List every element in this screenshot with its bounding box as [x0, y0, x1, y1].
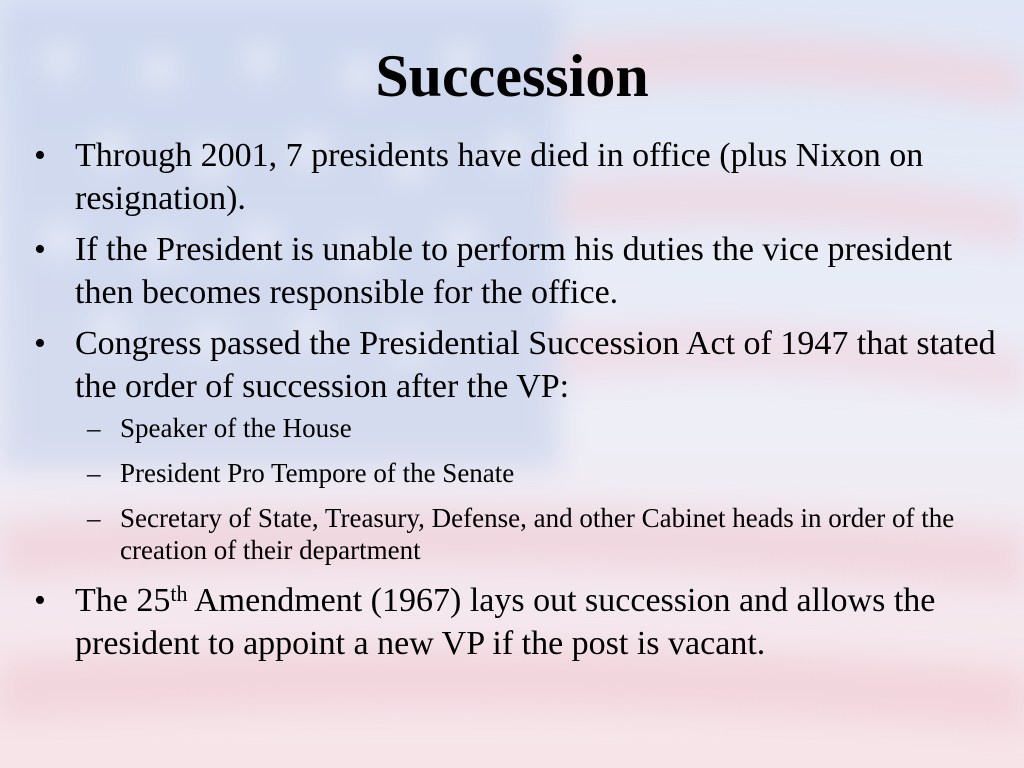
bullet-marker: • [34, 325, 46, 362]
bullet-item [30, 579, 1000, 665]
sub-marker: – [87, 503, 101, 533]
slide-title: Succession [375, 43, 649, 109]
bullet-item [30, 134, 1000, 220]
sub-text: Secretary of State, Treasury, Defense, and other Cabinet heads in order of the creation of their department [120, 503, 955, 565]
bullet-text: Through 2001, 7 presidents have died in office (plus Nixon on resignation). [75, 137, 924, 217]
bullet-text: If the President is unable to perform his duties the vice president then becomes responsible for the office. [75, 231, 953, 311]
bullet-marker: • [34, 582, 46, 619]
bullet-text: Congress passed the Presidential Succession Act of 1947 that stated the order of succession after the VP: [75, 325, 996, 405]
sub-text: Speaker of the House [120, 413, 352, 443]
sub-item [30, 412, 1000, 444]
bullet-text-after: Amendment (1967) lays out succession and allows the president to appoint a new VP if the post is vacant. [75, 582, 936, 662]
bullet-marker: • [34, 137, 46, 174]
sub-marker: – [87, 413, 101, 443]
sub-item [30, 457, 1000, 489]
bullet-item [30, 322, 1000, 408]
sub-item [30, 502, 1000, 566]
bullet-marker: • [34, 231, 46, 268]
bullet-text-before: The 25 [75, 582, 171, 619]
slide-body [30, 134, 1000, 673]
sub-marker: – [87, 458, 101, 488]
bullet-item [30, 228, 1000, 314]
bullet-text [75, 582, 935, 662]
sub-list [30, 412, 1000, 566]
sub-text: President Pro Tempore of the Senate [120, 458, 515, 488]
ordinal-superscript: th [170, 581, 188, 606]
